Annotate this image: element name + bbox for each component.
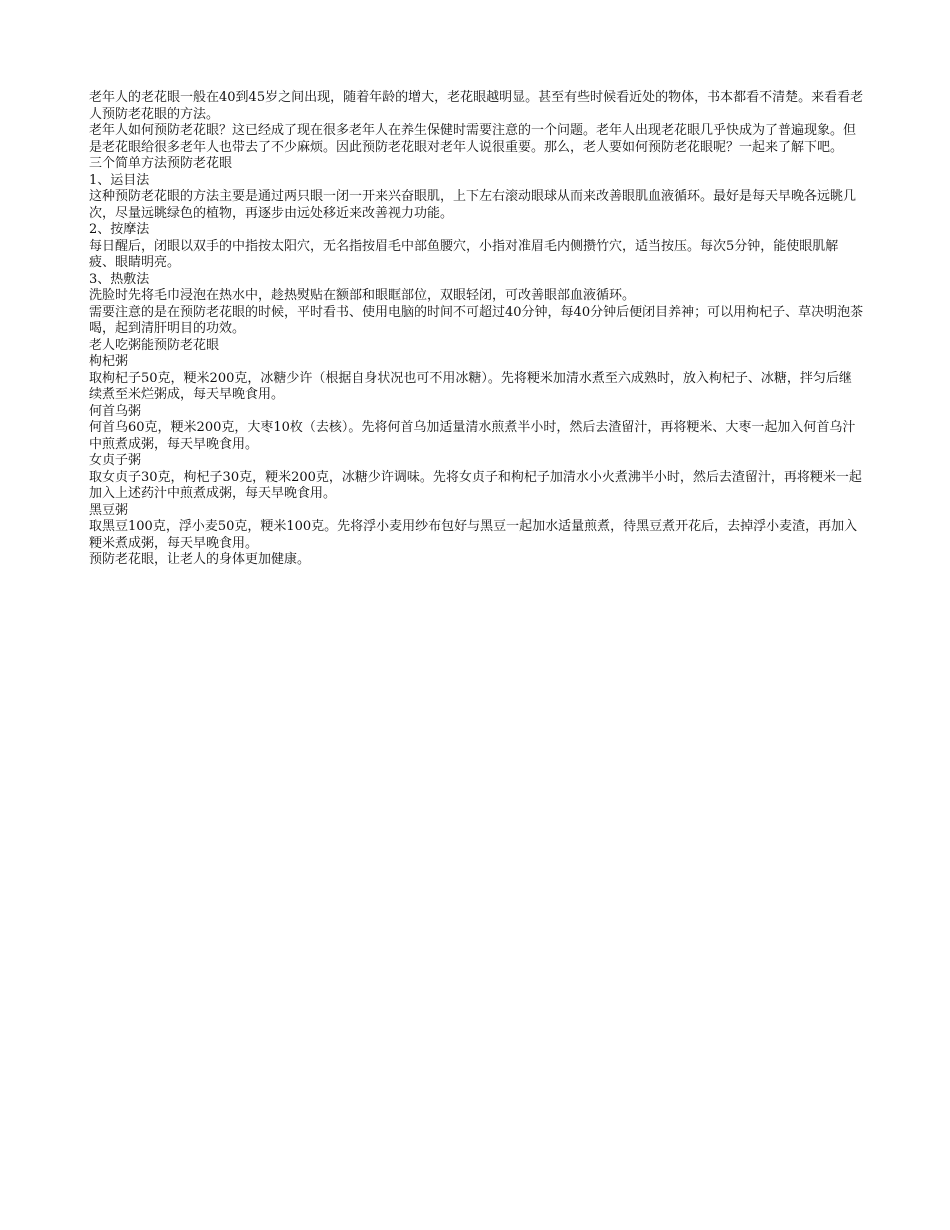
method-2-heading: 2、按摩法 (89, 222, 150, 237)
congee-4-text: 取黑豆100克，浮小麦50克，粳米100克。先将浮小麦用纱布包好与黑豆一起加水适量煎煮，待黑豆煮开花后，去掉浮小麦渣，再加入粳米煮成粥，每天早晚食用。 (89, 519, 858, 551)
method-3-text: 洗脸时先将毛巾浸泡在热水中，趁热熨贴在额部和眼眶部位，双眼轻闭，可改善眼部血液循环。 (89, 288, 636, 303)
article-body (89, 90, 864, 569)
congee-1-text: 取枸杞子50克，粳米200克，冰糖少许（根据自身状况也可不用冰糖）。先将粳米加清水煮至六成熟时，放入枸杞子、冰糖，拌匀后继续煮至米烂粥成，每天早晚食用。 (89, 370, 852, 402)
method-1-heading: 1、运目法 (89, 172, 150, 188)
congee-2-text: 何首乌60克，粳米200克，大枣10枚（去核）。先将何首乌加适量清水煎煮半小时，然后去渣留汁，再将粳米、大枣一起加入何首乌汁中煎煮成粥，每天早晚食用。 (89, 420, 856, 452)
section-heading-congee: 老人吃粥能预防老花眼 (89, 337, 220, 353)
note-paragraph: 需要注意的是在预防老花眼的时候，平时看书、使用电脑的时间不可超过40分钟，每40分钟后便闭目养神；可以用枸杞子、草决明泡茶喝，起到清肝明目的功效。 (89, 304, 864, 336)
method-3-heading: 3、热敷法 (89, 271, 150, 287)
section-heading-methods: 三个简单方法预防老花眼 (89, 156, 233, 171)
congee-3-text: 取女贞子30克，枸杞子30克，粳米200克，冰糖少许调味。先将女贞子和枸杞子加清水小火煮沸半小时，然后去渣留汁，再将粳米一起加入上述药汁中煎煮成粥，每天早晚食用。 (89, 469, 862, 501)
intro-paragraph-2: 老年人如何预防老花眼？这已经成了现在很多老年人在养生保健时需要注意的一个问题。老年人出现老花眼几乎快成为了普遍现象。但是老花眼给很多老年人也带去了不少麻烦。因此预防老花眼对老年人说很重要。那么，老人要如何预防老花眼呢？一起来了解下吧。 (89, 123, 857, 155)
intro-paragraph-1: 老年人的老花眼一般在40到45岁之间出现，随着年龄的增大，老花眼越明显。甚至有些时候看近处的物体，书本都看不清楚。来看看老人预防老花眼的方法。 (89, 90, 864, 122)
closing-paragraph: 预防老花眼，让老人的身体更加健康。 (89, 552, 311, 567)
congee-1-heading: 枸杞粥 (89, 354, 129, 369)
congee-4-heading: 黑豆粥 (89, 502, 129, 518)
method-1-text: 这种预防老花眼的方法主要是通过两只眼一闭一开来兴奋眼肌，上下左右滚动眼球从而来改善眼肌血液循环。最好是每天早晚各远眺几次，尽量远眺绿色的植物，再逐步由远处移近来改善视力功能。 (89, 189, 857, 221)
method-2-text: 每日醒后，闭眼以双手的中指按太阳穴，无名指按眉毛中部鱼腰穴，小指对准眉毛内侧攒竹穴，适当按压。每次5分钟，能使眼肌解疲、眼睛明亮。 (89, 238, 839, 270)
congee-2-heading: 何首乌粥 (89, 403, 142, 419)
congee-3-heading: 女贞子粥 (89, 453, 142, 468)
